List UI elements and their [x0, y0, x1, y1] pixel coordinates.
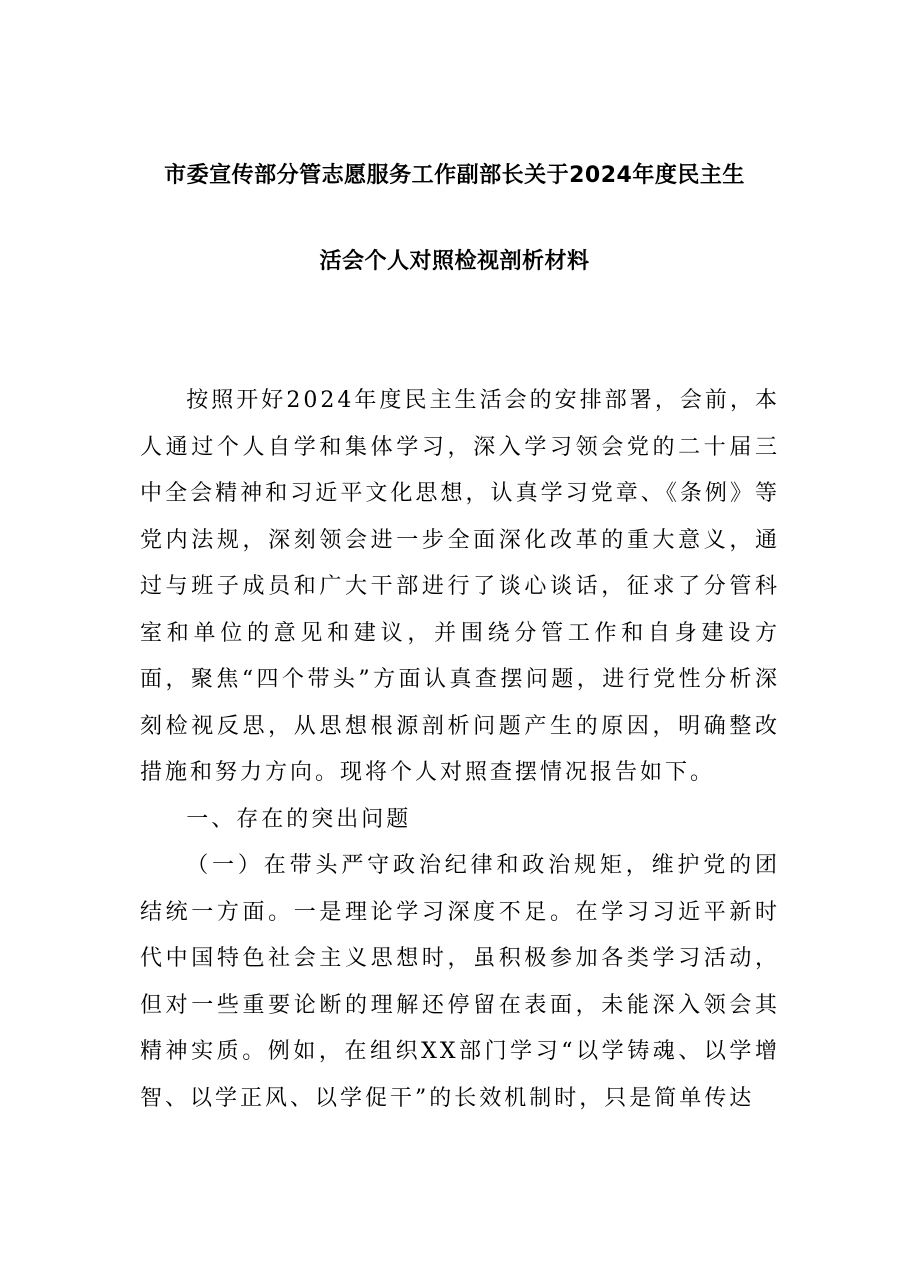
- document-title-line-2: 活会个人对照检视剖析材料: [319, 249, 590, 274]
- paragraph-intro: 按照开好2024年度民主生活会的安排部署，会前，本人通过个人自学和集体学习，深入学习领会党的二十届三中全会精神和习近平文化思想，认真学习党章、《条例》等党内法规，深刻领会进一步全面深化改革的重大意义，通过与班子成员和广大干部进行了谈心谈话，征求了分管科室和单位的意见和建议，并围绕分管工作和自身建设方面，聚焦“四个带头”方面认真查摆问题，进行党性分析深刻检视反思，从思想根源剖析问题产生的原因，明确整改措施和努力方向。现将个人对照查摆情况报告如下。: [140, 388, 780, 785]
- document-title-line-1: 市委宣传部分管志愿服务工作副部长关于2024年度民主生: [164, 163, 745, 188]
- paragraph-subsection-1: （一）在带头严守政治纪律和政治规矩，维护党的团结统一方面。一是理论学习深度不足。在学习习近平新时代中国特色社会主义思想时，虽积极参加各类学习活动，但对一些重要论断的理解还停留在表面，未能深入领会其精神实质。例如，在组织XX部门学习“以学铸魂、以学增智、以学正风、以学促干”的长效机制时，只是简单传达: [140, 853, 780, 1111]
- document-body: [140, 378, 780, 1122]
- section-heading-problems: 一、存在的突出问题: [186, 806, 412, 832]
